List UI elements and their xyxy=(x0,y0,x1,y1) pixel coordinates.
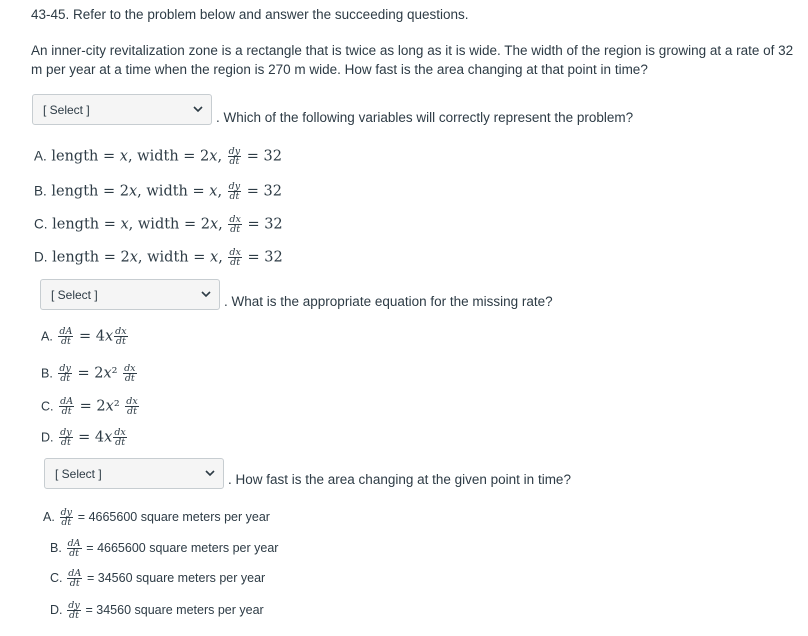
chevron-down-icon xyxy=(201,288,211,300)
option-value: = 4665600 square meters per year xyxy=(86,541,279,556)
option-3a: A. $\frac{dy}{dt}$ = 4665600 square meters per year xyxy=(43,507,270,528)
question-prompt-2: . What is the appropriate equation for the missing rate? xyxy=(224,294,553,309)
select-label: [ Select ] xyxy=(51,288,98,302)
option-letter: B. xyxy=(50,541,62,556)
option-letter: D. xyxy=(41,430,54,445)
option-2c: C. $\frac{dA}{dt}$ = 2x² $\frac{dx}{dt}$ xyxy=(41,396,138,417)
option-letter: A. xyxy=(41,329,53,344)
option-plaintext xyxy=(0,0,1,1)
option-letter: A. xyxy=(43,510,55,525)
option-value: = 4665600 square meters per year xyxy=(77,510,270,525)
option-value: = 34560 square meters per year xyxy=(85,603,264,618)
option-letter: D. xyxy=(34,249,48,265)
option-plaintext-group xyxy=(0,0,1,1)
option-letter: B. xyxy=(41,366,53,381)
option-letter: C. xyxy=(41,399,54,414)
question-prompt-1: . Which of the following variables will correctly represent the problem? xyxy=(216,110,634,125)
option-3b: B. $\frac{dA}{dt}$ = 4665600 square meters per year xyxy=(50,538,279,559)
chevron-down-icon xyxy=(193,103,203,115)
option-2a: A. $\frac{dA}{dt}$ = 4x $\frac{dx}{dt}$ xyxy=(41,326,127,347)
option-2d: D. $\frac{dy}{dt}$ = 4x $\frac{dx}{dt}$ xyxy=(41,427,126,448)
select-label: [ Select ] xyxy=(43,103,90,117)
option-3c: C. $\frac{dA}{dt}$ = 34560 square meters per year xyxy=(50,568,266,589)
question-header: 43-45. Refer to the problem below and answer the succeeding questions. xyxy=(31,7,469,22)
answer-select-3[interactable] xyxy=(44,458,224,489)
select-label: [ Select ] xyxy=(55,467,102,481)
question-prompt-3: . How fast is the area changing at the given point in time? xyxy=(228,472,571,487)
answer-select-1[interactable] xyxy=(32,94,212,125)
option-letter: B. xyxy=(34,183,47,199)
option-letter: D. xyxy=(50,603,63,618)
option-letter: C. xyxy=(34,216,48,232)
option-2b: B. $\frac{dy}{dt}$ = 2x² $\frac{dx}{dt}$ xyxy=(41,363,136,384)
option-3d: D. $\frac{dy}{dt}$ = 34560 square meters per year xyxy=(50,600,264,621)
option-value: = 34560 square meters per year xyxy=(86,571,266,586)
answer-select-2[interactable] xyxy=(40,279,220,310)
option-1c: C. length = x, width = 2x, $\frac{dx}{dt}$ = 32 xyxy=(34,214,283,235)
option-letter: C. xyxy=(50,571,63,586)
option-letter: A. xyxy=(34,148,47,164)
problem-statement: An inner-city revitalization zone is a rectangle that is twice as long as it is wide. The width of the region is growing at a rate of 32 m per year at a time when the region is 270 m wide. How fast is the area changing at that point in time? xyxy=(31,43,794,77)
option-1b: B. length = 2x, width = x, $\frac{dy}{dt}$ = 32 xyxy=(34,181,282,202)
chevron-down-icon xyxy=(205,467,215,479)
option-1d: D. length = 2x, width = x, $\frac{dx}{dt}$ = 32 xyxy=(34,247,283,268)
option-1a: A. length = x, width = 2x, $\frac{dy}{dt}$ = 32 xyxy=(34,146,282,167)
